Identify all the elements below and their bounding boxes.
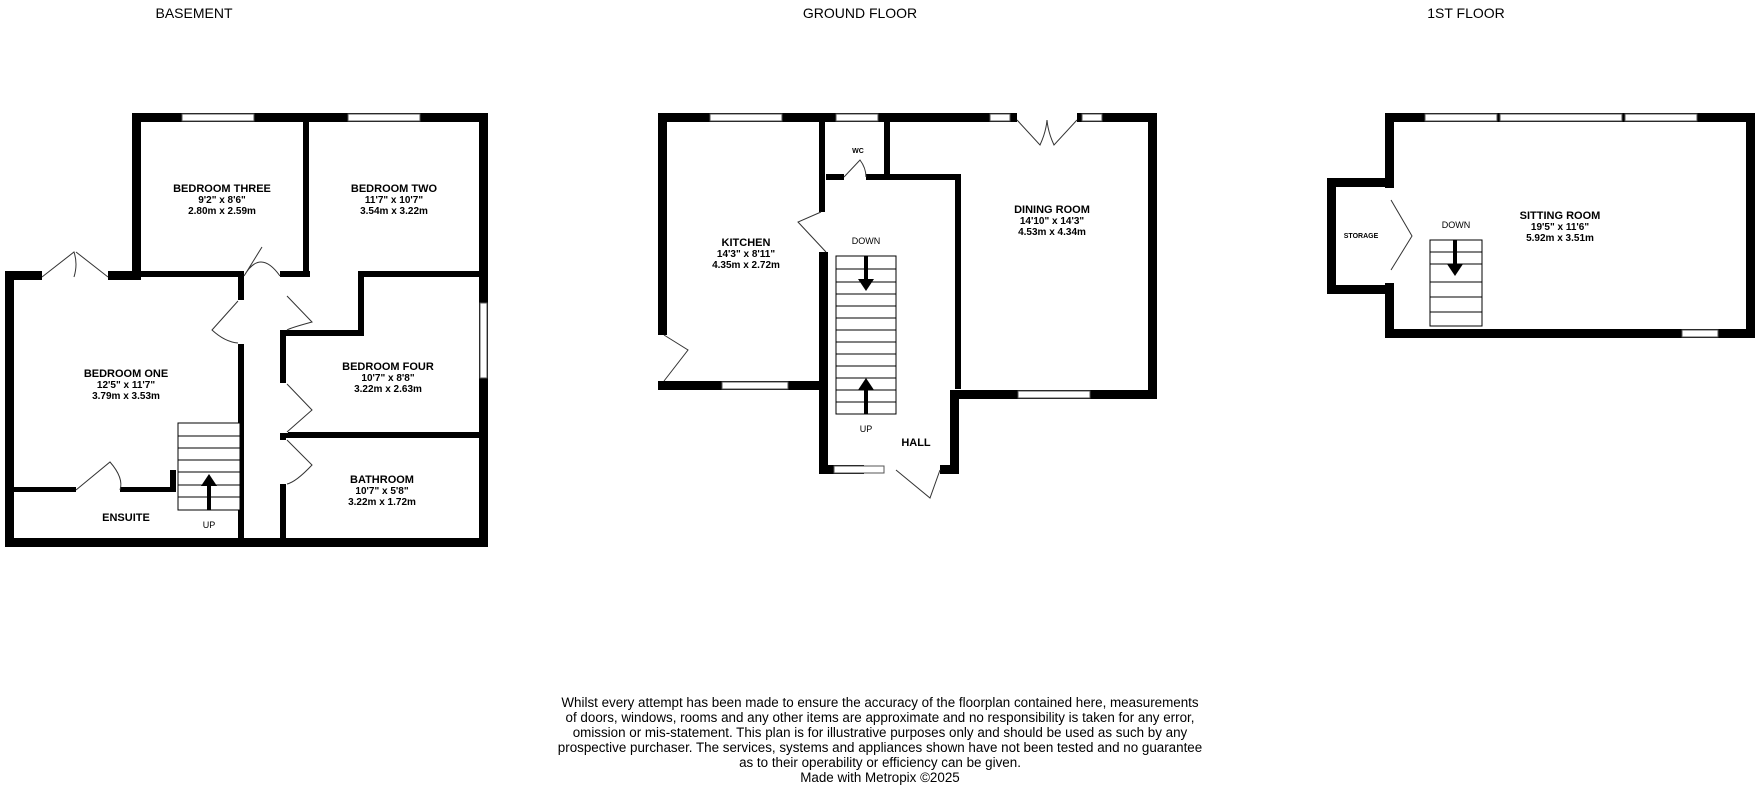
disclaimer-line: as to their operability or efficiency can be given. (739, 755, 1021, 770)
stair-arrow-shaft (1453, 240, 1457, 264)
wall (819, 252, 828, 473)
door-gap (280, 440, 288, 484)
window (834, 466, 884, 473)
window (1682, 330, 1718, 337)
wall (1148, 113, 1157, 399)
basement-stair-up-label: UP (202, 520, 216, 530)
door-gap (817, 212, 827, 252)
wall (280, 271, 310, 277)
door-gap (238, 300, 246, 344)
kitchen-name: KITCHEN (721, 237, 771, 249)
bedroom-four-metric: 3.22m x 2.63m (354, 384, 422, 395)
bedroom-four-name: BEDROOM FOUR (342, 361, 434, 373)
sitting-room-metric: 5.92m x 3.51m (1526, 233, 1594, 244)
disclaimer-line: Whilst every attempt has been made to ensure the accuracy of the floorplan contained here, measurements (561, 695, 1199, 710)
window (1500, 114, 1622, 121)
wall (826, 174, 844, 180)
wall (819, 117, 825, 212)
window (1018, 391, 1090, 398)
bedroom-one-metric: 3.79m x 3.53m (92, 391, 160, 402)
door-swing (1391, 200, 1412, 270)
wall (5, 271, 14, 547)
bathroom-imperial: 10'7" x 5'8" (355, 486, 409, 497)
door-swing (212, 301, 238, 343)
wall (10, 487, 76, 492)
door-swing (1017, 120, 1077, 145)
credit-line: Made with Metropix ©2025 (800, 770, 960, 785)
wall (360, 271, 485, 277)
wc-name: WC (852, 148, 864, 155)
bedroom-two-name: BEDROOM TWO (350, 183, 438, 195)
sitting-room-name: SITTING ROOM (1519, 210, 1601, 222)
window (1625, 114, 1697, 121)
bedroom-two-metric: 3.54m x 3.22m (360, 206, 428, 217)
bedroom-one-imperial: 12'5" x 11'7" (96, 380, 156, 391)
bathroom-name: BATHROOM (350, 474, 414, 486)
kitchen-imperial: 14'3" x 8'11" (716, 249, 776, 260)
wall (5, 538, 488, 547)
wall (303, 117, 309, 275)
door-gap (76, 485, 120, 494)
door-gap (280, 383, 288, 433)
wall (940, 465, 959, 474)
disclaimer-line: prospective purchaser. The services, systems and appliances shown have not been tested and no guarantee (557, 740, 1203, 755)
window (348, 114, 420, 121)
wall (1746, 113, 1755, 338)
hall-name: HALL (901, 437, 931, 449)
ground-floor-plan (655, 110, 1157, 498)
window (1425, 114, 1497, 121)
dining-room-imperial: 14'10" x 14'3" (1019, 216, 1085, 227)
dining-room-name: DINING ROOM (1014, 204, 1090, 216)
storage-name: STORAGE (1343, 233, 1379, 240)
window (990, 114, 1010, 121)
door-swing (287, 440, 312, 484)
first-floor-title: 1ST FLOOR (1427, 5, 1505, 21)
bedroom-three-imperial: 9'2" x 8'6" (198, 195, 246, 206)
stair-arrow-shaft (864, 256, 868, 280)
stair-arrow-shaft (864, 388, 868, 414)
door-gap (896, 465, 940, 476)
wall (120, 487, 175, 492)
bedroom-three-metric: 2.80m x 2.59m (188, 206, 256, 217)
wall (955, 174, 961, 389)
disclaimer-line: of doors, windows, rooms and any other items are approximate and no responsibility is taken for any error, (565, 710, 1195, 725)
window (710, 114, 782, 121)
wall (358, 271, 364, 333)
wall (950, 390, 959, 470)
sitting-room-imperial: 19'5" x 11'6" (1530, 222, 1590, 233)
wall (238, 271, 244, 301)
ensuite-name: ENSUITE (102, 512, 150, 524)
door-gap (244, 270, 280, 278)
wall (170, 470, 176, 492)
bedroom-three-name: BEDROOM THREE (173, 183, 271, 195)
wall (1385, 113, 1394, 188)
disclaimer-line: omission or mis-statement. This plan is for illustrative purposes only and should be used as such by any (572, 725, 1188, 740)
bathroom-metric: 3.22m x 1.72m (348, 497, 416, 508)
stair-arrow-shaft (207, 484, 211, 510)
ground-stair-down-label: DOWN (851, 236, 881, 246)
wall (866, 174, 961, 180)
wall (280, 432, 485, 438)
window (722, 382, 788, 389)
kitchen-metric: 4.35m x 2.72m (712, 260, 780, 271)
door-swing (287, 296, 312, 330)
door-swing (844, 160, 866, 177)
wall (658, 113, 667, 335)
basement-plan (5, 113, 488, 547)
ground-stair-up-label: UP (859, 424, 873, 434)
bedroom-two-imperial: 11'7" x 10'7" (364, 195, 424, 206)
first-floor-stair-down-label: DOWN (1441, 220, 1471, 230)
wall (280, 330, 364, 336)
bedroom-four-imperial: 10'7" x 8'8" (361, 373, 415, 384)
wall (1327, 178, 1336, 294)
wall (132, 113, 141, 276)
door-gap (655, 335, 669, 381)
door-swing (287, 384, 312, 432)
wall (1327, 285, 1392, 294)
window (836, 114, 878, 121)
wall (884, 117, 890, 179)
bedroom-one-name: BEDROOM ONE (83, 368, 169, 380)
dining-room-metric: 4.53m x 4.34m (1018, 227, 1086, 238)
window (182, 114, 254, 121)
window (480, 303, 487, 378)
ground-floor-title: GROUND FLOOR (802, 5, 918, 21)
wall (1327, 178, 1392, 187)
disclaimer (500, 695, 1260, 785)
first-floor-plan (1327, 113, 1755, 338)
basement-title: BASEMENT (155, 5, 233, 21)
wall (132, 271, 245, 277)
window (1082, 114, 1102, 121)
